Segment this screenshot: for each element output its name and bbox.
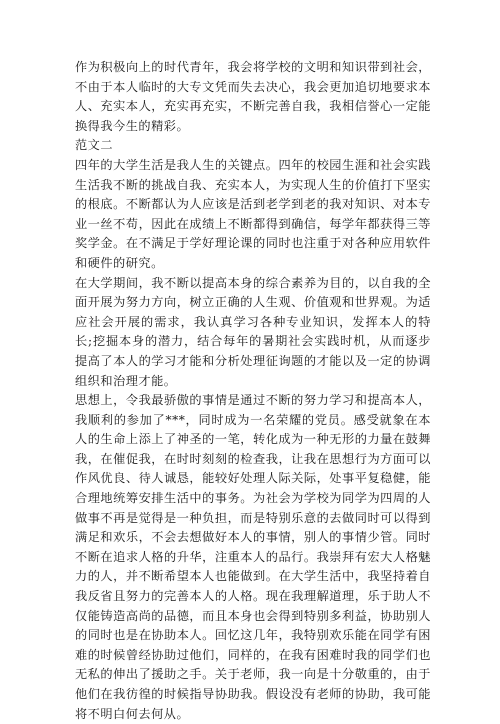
section-heading: 范文二 xyxy=(75,138,114,153)
document-body xyxy=(75,58,431,724)
body-paragraph-3: 思想上，令我最骄傲的事情是通过不断的努力学习和提高本人，我顺利的参加了***，同时成为一名荣耀的党员。感受就象在本人的生命上添上了神圣的一笔，转化成为一种无形的力量在鼓舞我，在催促我，在时时刻刻的检查我，让我在思想行为方面可以作风优良、待人诚恳，能较好处理人际关际，处事平复稳健，能合理地统筹安排生活中的事务。为社会为学校为同学为四周的人做事不再是觉得是一种负担，而是特别乐意的去做同时可以得到满足和欢乐，不会去想做好本人的事情，别人的事情少管。同时不断在追求人格的升华，注重本人的品行。我崇拜有宏大人格魅力的人，并不断希望本人也能做到。在大学生活中，我坚持着自我反省且努力的完善本人的人格。现在我理解道理，乐于助人不仅能铸造高尚的品德，而且本身也会得到特别多利益，协助别人的同时也是在协助本人。回忆这几年，我特别欢乐能在同学有困难的时候曾经协助过他们，同样的，在我有困难时我的同学们也无私的伸出了援助之手。关于老师，我一向是十分敬重的，由于他们在我彷徨的时候指导协助我。假设没有老师的协助，我可能将不明白何去何从。 xyxy=(75,393,431,721)
intro-paragraph: 作为积极向上的时代青年，我会将学校的文明和知识带到社会，不由于本人临时的大专文凭而失去决心，我会更加追切地要求本人、充实本人，充实再充实，不断完善自我，我相信誉心一定能换得我今生的精彩。 xyxy=(75,60,431,133)
body-paragraph-2: 在大学期间，我不断以提高本身的综合素养为目的，以自我的全面开展为努力方向，树立正确的人生观、价值观和世界观。为适应社会开展的需求，我认真学习各种专业知识，发挥本人的特长;挖掘本身的潜力，结合每年的暑期社会实践时机，从而逐步提高了本人的学习才能和分析处理征询题的才能以及一定的协调组织和治理才能。 xyxy=(75,275,431,388)
body-paragraph-1: 四年的大学生活是我人生的关键点。四年的校园生涯和社会实践生活我不断的挑战自我、充实本人，为实现人生的价值打下坚实的根底。不断都认为人应该是活到老学到老的我对知识、对本专业一丝不苟，因此在成绩上不断都得到确信，每学年都获得三等奖学金。在不满足于学好理论课的同时也注重于对各种应用软件和硬件的研究。 xyxy=(75,157,431,270)
